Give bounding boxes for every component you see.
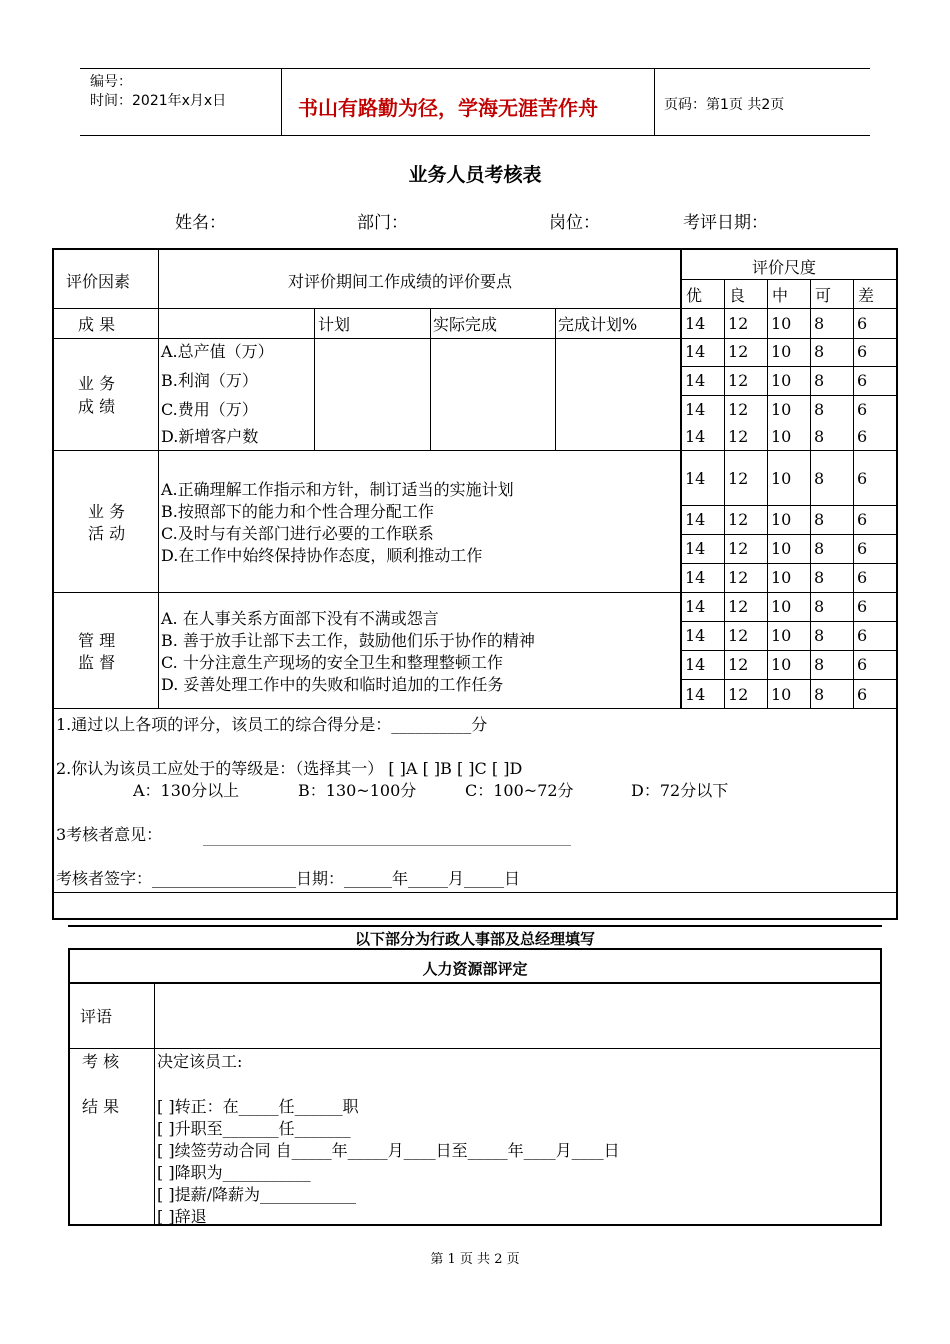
grade-good: 良 [729, 286, 746, 305]
row-rule [53, 308, 897, 309]
col-rule [853, 279, 854, 708]
col-rule [314, 308, 315, 450]
header-top-rule [80, 68, 870, 69]
score-cell[interactable]: 10 [771, 568, 792, 587]
score-cell[interactable]: 14 [685, 597, 706, 616]
score-rule [681, 650, 897, 651]
score-rule [681, 534, 897, 535]
score-cell[interactable]: 6 [857, 655, 868, 674]
col-rule [555, 308, 556, 450]
score-cell[interactable]: 8 [814, 655, 825, 674]
row-rule [53, 892, 897, 893]
col-rule [724, 279, 725, 708]
score-cell[interactable]: 10 [771, 469, 792, 488]
score-rule [681, 505, 897, 506]
score-cell[interactable]: 10 [771, 314, 792, 333]
score-cell[interactable]: 10 [771, 655, 792, 674]
score-cell[interactable]: 8 [814, 626, 825, 645]
row-rule [53, 338, 897, 339]
score-cell[interactable]: 6 [857, 371, 868, 390]
motto: 书山有路勤为径，学海无涯苦作舟 [298, 96, 598, 120]
col-rule [430, 308, 431, 450]
criterion-item: D.在工作中始终保持协作态度，顺利推动工作 [161, 546, 483, 565]
score-cell[interactable]: 6 [857, 469, 868, 488]
col-rule [767, 279, 768, 708]
option-promote[interactable]: [ ]升职至_______任_______ [157, 1119, 351, 1138]
grade-pass: 可 [815, 286, 832, 305]
reviewer-opinion-line[interactable]: ______________________________________________ [203, 827, 571, 846]
header-divider [654, 68, 655, 135]
grade-option-a: A：130分以上 [133, 781, 240, 800]
plan-header: 计划 [318, 315, 351, 334]
score-rule [681, 621, 897, 622]
score-cell[interactable]: 14 [685, 427, 706, 446]
section-label: 管 理 [78, 631, 116, 650]
score-cell[interactable]: 14 [685, 469, 706, 488]
col-rule [158, 250, 159, 708]
score-cell[interactable]: 12 [728, 568, 749, 587]
section-label: 业 务 [88, 502, 126, 521]
score-cell[interactable]: 6 [857, 539, 868, 558]
score-cell[interactable]: 8 [814, 371, 825, 390]
criterion-item: A. 在人事关系方面部下没有不满或怨言 [161, 609, 439, 628]
score-rule [681, 366, 897, 367]
results-label: 成 果 [78, 315, 116, 334]
score-cell[interactable]: 12 [728, 371, 749, 390]
score-cell[interactable]: 6 [857, 510, 868, 529]
score-cell[interactable]: 8 [814, 685, 825, 704]
score-cell[interactable]: 8 [814, 469, 825, 488]
score-cell[interactable]: 10 [771, 427, 792, 446]
reviewer-signature-line[interactable]: 考核者签字：__________________日期：______年_____月_____日 [56, 869, 521, 888]
score-cell[interactable]: 12 [728, 510, 749, 529]
total-score-question: 1.通过以上各项的评分，该员工的综合得分是：__________分 [56, 715, 488, 734]
score-cell[interactable]: 10 [771, 342, 792, 361]
score-cell[interactable]: 6 [857, 597, 868, 616]
footer-page-number: 第 1 页 共 2 页 [430, 1252, 520, 1267]
result-label: 考 核 [82, 1052, 120, 1071]
score-cell[interactable]: 10 [771, 539, 792, 558]
dept-field-label: 部门： [357, 213, 408, 233]
actual-header: 实际完成 [433, 315, 498, 334]
criterion-item: C.费用（万） [161, 400, 258, 419]
result-label: 结 果 [82, 1097, 120, 1116]
score-cell[interactable]: 8 [814, 427, 825, 446]
score-cell[interactable]: 14 [685, 626, 706, 645]
position-field-label: 岗位： [549, 213, 600, 233]
score-cell[interactable]: 6 [857, 342, 868, 361]
criterion-item: A.总产值（万） [161, 342, 274, 361]
grade-option-b: B：130~100分 [298, 781, 417, 800]
points-header: 对评价期间工作成绩的评价要点 [288, 272, 513, 291]
hr-row-rule [69, 1048, 881, 1049]
scale-header: 评价尺度 [752, 258, 817, 277]
section-label: 成 绩 [78, 397, 116, 416]
option-salary[interactable]: [ ]提薪/降薪为____________ [157, 1185, 356, 1204]
score-cell[interactable]: 10 [771, 626, 792, 645]
reviewer-opinion-label: 3考核者意见： [56, 825, 163, 844]
form-title: 业务人员考核表 [408, 164, 542, 186]
grade-question: 2.你认为该员工应处于的等级是：（选择其一） [ ]A [ ]B [ ]C [ ]D [56, 759, 523, 778]
row-rule [53, 592, 897, 593]
score-cell[interactable]: 8 [814, 597, 825, 616]
hr-title: 人力资源部评定 [422, 960, 528, 978]
name-field-label: 姓名： [175, 213, 226, 233]
criterion-item: B.按照部下的能力和个性合理分配工作 [161, 502, 434, 521]
hr-row-rule [69, 982, 881, 984]
section-label: 活 动 [88, 524, 126, 543]
hr-note: 以下部分为行政人事部及总经理填写 [354, 930, 595, 948]
serial-label: 编号： [90, 74, 132, 90]
score-cell[interactable]: 12 [728, 685, 749, 704]
hr-col-rule [154, 982, 155, 1226]
score-cell[interactable]: 8 [814, 342, 825, 361]
score-cell[interactable]: 6 [857, 568, 868, 587]
score-cell[interactable]: 8 [814, 539, 825, 558]
criterion-item: D. 妥善处理工作中的失败和临时追加的工作任务 [161, 675, 504, 694]
option-dismiss[interactable]: [ ]辞退 [157, 1207, 207, 1226]
criterion-item: B.利润（万） [161, 371, 258, 390]
grade-option-d: D：72分以下 [631, 781, 729, 800]
row-rule [53, 450, 897, 451]
score-cell[interactable]: 14 [685, 510, 706, 529]
col-rule [810, 279, 811, 708]
score-cell[interactable]: 8 [814, 314, 825, 333]
criterion-item: D.新增客户数 [161, 427, 259, 446]
section-label: 监 督 [78, 653, 116, 672]
criterion-item: C. 十分注意生产现场的安全卫生和整理整顿工作 [161, 653, 503, 672]
score-cell[interactable]: 14 [685, 568, 706, 587]
comment-label: 评语 [80, 1007, 113, 1026]
score-cell[interactable]: 6 [857, 427, 868, 446]
section-label: 业 务 [78, 374, 116, 393]
score-cell[interactable]: 14 [685, 655, 706, 674]
score-cell[interactable]: 8 [814, 510, 825, 529]
score-cell[interactable]: 6 [857, 400, 868, 419]
score-cell[interactable]: 6 [857, 626, 868, 645]
score-cell[interactable]: 10 [771, 685, 792, 704]
score-cell[interactable]: 10 [771, 510, 792, 529]
score-cell[interactable]: 14 [685, 342, 706, 361]
score-cell[interactable]: 14 [685, 539, 706, 558]
score-cell[interactable]: 14 [685, 314, 706, 333]
option-renew-contract[interactable]: [ ]续签劳动合同 自_____年_____月____日至_____年____月____日 [157, 1141, 620, 1160]
ratio-header: 完成计划% [558, 315, 638, 334]
grade-option-c: C：100~72分 [465, 781, 574, 800]
header-divider [281, 68, 282, 135]
page-label: 页码：第1页 共2页 [664, 97, 785, 113]
grade-poor: 差 [858, 286, 875, 305]
col-rule [680, 250, 682, 708]
score-cell[interactable]: 14 [685, 685, 706, 704]
score-cell[interactable]: 12 [728, 626, 749, 645]
hr-top-rule [68, 925, 882, 927]
row-rule [53, 708, 897, 709]
date-field-label: 考评日期： [683, 213, 768, 233]
score-cell[interactable]: 12 [728, 427, 749, 446]
time-label: 时间：2021年x月x日 [90, 93, 227, 109]
criterion-item: A.正确理解工作指示和方针，制订适当的实施计划 [161, 480, 514, 499]
score-cell[interactable]: 14 [685, 371, 706, 390]
option-demote[interactable]: [ ]降职为___________ [157, 1163, 311, 1182]
score-rule [681, 679, 897, 680]
score-rule [681, 563, 897, 564]
score-cell[interactable]: 6 [857, 314, 868, 333]
score-cell[interactable]: 12 [728, 342, 749, 361]
score-cell[interactable]: 6 [857, 685, 868, 704]
score-cell[interactable]: 12 [728, 597, 749, 616]
score-cell[interactable]: 10 [771, 400, 792, 419]
score-cell[interactable]: 8 [814, 568, 825, 587]
criterion-item: C.及时与有关部门进行必要的工作联系 [161, 524, 434, 543]
grade-excellent: 优 [686, 286, 703, 305]
score-cell[interactable]: 14 [685, 400, 706, 419]
grade-fair: 中 [772, 286, 789, 305]
score-cell[interactable]: 12 [728, 539, 749, 558]
score-cell[interactable]: 10 [771, 597, 792, 616]
score-cell[interactable]: 12 [728, 655, 749, 674]
header-bottom-rule [80, 135, 870, 136]
score-rule [681, 279, 897, 280]
score-cell[interactable]: 10 [771, 371, 792, 390]
decision-label: 决定该员工: [157, 1052, 243, 1071]
score-cell[interactable]: 8 [814, 400, 825, 419]
score-cell[interactable]: 12 [728, 400, 749, 419]
option-confirm[interactable]: [ ]转正：在_____任______职 [157, 1097, 359, 1116]
score-cell[interactable]: 12 [728, 469, 749, 488]
factor-header: 评价因素 [66, 272, 131, 291]
criterion-item: B. 善于放手让部下去工作，鼓励他们乐于协作的精神 [161, 631, 535, 650]
score-rule [681, 395, 897, 396]
score-cell[interactable]: 12 [728, 314, 749, 333]
